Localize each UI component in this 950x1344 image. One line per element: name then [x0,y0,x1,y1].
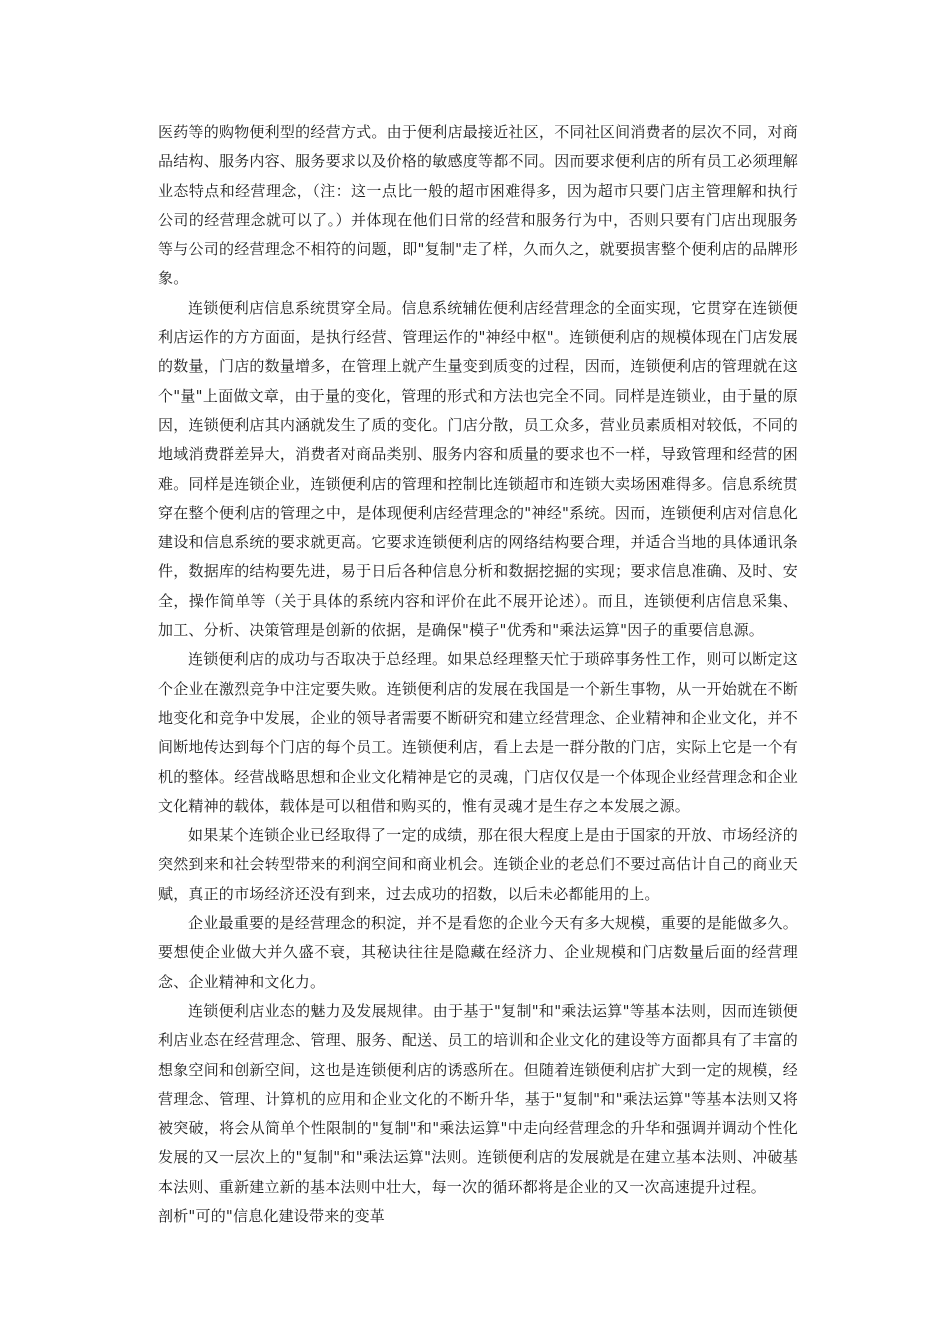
paragraph-general-manager: 连锁便利店的成功与否取决于总经理。如果总经理整天忙于琐碎事务性工作，则可以断定这个企业在激烈竞争中注定要失败。连锁便利店的发展在我国是一个新生事物，从一开始就在不断地变化和竞争中发展，企业的领导者需要不断研究和建立经营理念、企业精神和企业文化，并不间断地传达到每个门店的每个员工。连锁便利店，看上去是一群分散的门店，实际上它是一个有机的整体。经营战略思想和企业文化精神是它的灵魂，门店仅仅是一个体现企业经营理念和企业文化精神的载体，载体是可以租借和购买的，惟有灵魂才是生存之本发展之源。 [158,650,798,815]
paragraph-continuation: 医药等的购物便利型的经营方式。由于便利店最接近社区，不同社区间消费者的层次不同，对商品结构、服务内容、服务要求以及价格的敏感度等都不同。因而要求便利店的所有员工必须理解业态特点和经营理念，（注：这一点比一般的超市困难得多，因为超市只要门店主管理解和执行公司的经营理念就可以了。）并体现在他们日常的经营和服务行为中，否则只要有门店出现服务等与公司的经营理念不相符的问题，即"复制"走了样，久而久之，就要损害整个便利店的品牌形象。 [158,123,798,288]
document-body [158,118,798,1231]
paragraph-business-philosophy: 企业最重要的是经营理念的积淀，并不是看您的企业今天有多大规模，重要的是能做多久。要想使企业做大并久盛不衰，其秘诀往往是隐藏在经济力、企业规模和门店数量后面的经营理念、企业精神和文化力。 [158,914,798,991]
paragraph-market-economy: 如果某个连锁企业已经取得了一定的成绩，那在很大程度上是由于国家的开放、市场经济的突然到来和社会转型带来的利润空间和商业机会。连锁企业的老总们不要过高估计自己的商业天赋，真正的市场经济还没有到来，过去成功的招数，以后未必都能用的上。 [158,826,798,903]
paragraph-information-system: 连锁便利店信息系统贯穿全局。信息系统辅佐便利店经营理念的全面实现，它贯穿在连锁便利店运作的方方面面，是执行经营、管理运作的"神经中枢"。连锁便利店的规模体现在门店发展的数量，门店的数量增多，在管理上就产生量变到质变的过程，因而，连锁便利店的管理就在这个"量"上面做文章，由于量的变化，管理的形式和方法也完全不同。同样是连锁业，由于量的原因，连锁便利店其内涵就发生了质的变化。门店分散，员工众多，营业员素质相对较低，不同的地域消费群差异大，消费者对商品类别、服务内容和质量的要求也不一样，导致管理和经营的困难。同样是连锁企业，连锁便利店的管理和控制比连锁超市和连锁大卖场困难得多。信息系统贯穿在整个便利店的管理之中，是体现便利店经营理念的"神经"系统。因而，连锁便利店对信息化建设和信息系统的要求就更高。它要求连锁便利店的网络结构要合理，并适合当地的具体通讯条件，数据库的结构要先进，易于日后各种信息分析和数据挖掘的实现；要求信息准确、及时、安全，操作简单等（关于具体的系统内容和评价在此不展开论述）。而且，连锁便利店信息采集、加工、分析、决策管理是创新的依据，是确保"模子"优秀和"乘法运算"因子的重要信息源。 [158,298,798,640]
section-heading: 剖析"可的"信息化建设带来的变革 [158,1206,386,1225]
paragraph-development-rules: 连锁便利店业态的魅力及发展规律。由于基于"复制"和"乘法运算"等基本法则，因而连锁便利店业态在经营理念、管理、服务、配送、员工的培训和企业文化的建设等方面都具有了丰富的想象空间和创新空间，这也是连锁便利店的诱惑所在。但随着连锁便利店扩大到一定的规模，经营理念、管理、计算机的应用和企业文化的不断升华，基于"复制"和"乘法运算"等基本法则又将被突破，将会从简单个性限制的"复制"和"乘法运算"中走向经营理念的升华和强调并调动个性化发展的又一层次上的"复制"和"乘法运算"法则。连锁便利店的发展就是在建立基本法则、冲破基本法则、重新建立新的基本法则中壮大，每一次的循环都将是企业的又一次高速提升过程。 [158,1001,798,1196]
